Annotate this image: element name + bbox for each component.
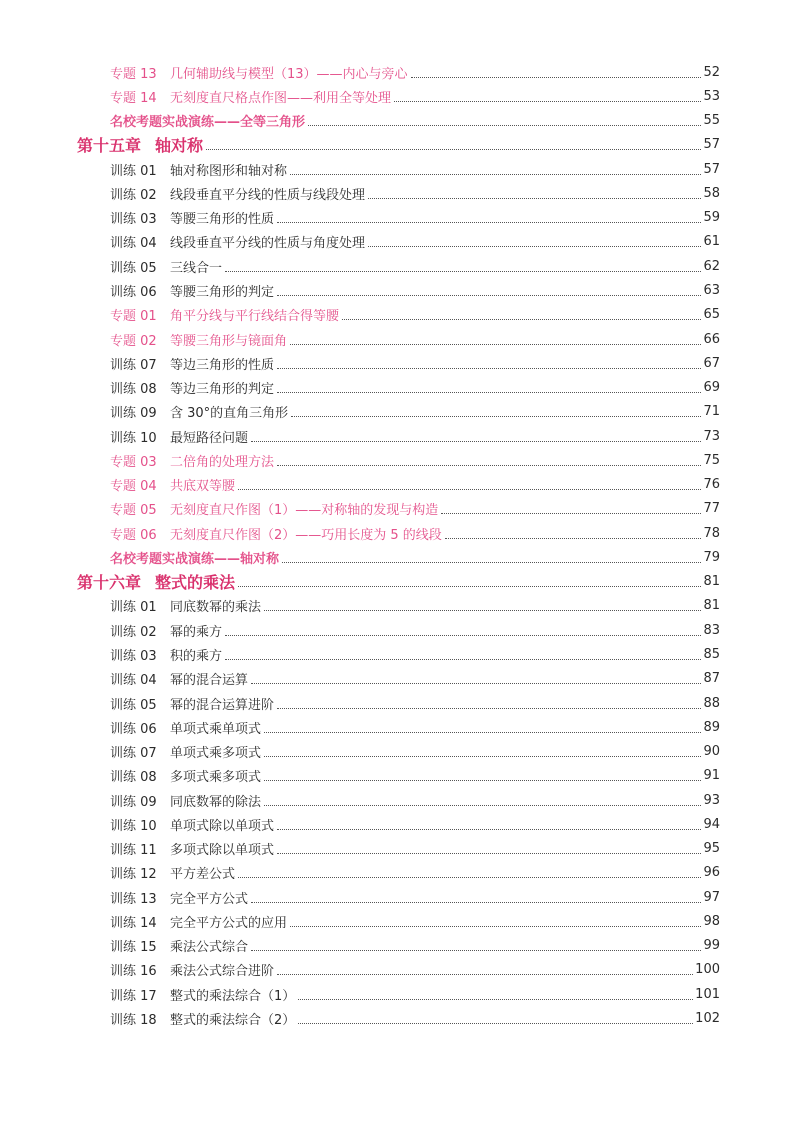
dot-leader xyxy=(238,585,701,587)
chapter-page-number: 81 xyxy=(703,574,720,590)
toc-entry xyxy=(0,521,800,545)
entry-page-number: 76 xyxy=(703,477,720,493)
toc-entry xyxy=(0,934,800,958)
toc-entry xyxy=(0,691,800,715)
entry-title: 完全平方公式的应用 xyxy=(170,915,288,931)
entry-page-number: 63 xyxy=(703,283,720,299)
entry-title: 等边三角形的性质 xyxy=(170,357,275,373)
toc-entry xyxy=(0,642,800,666)
entry-title: 无刻度直尺作图（2）——巧用长度为 5 的线段 xyxy=(170,527,442,543)
dot-leader xyxy=(290,343,701,345)
entry-label: 训练 08 xyxy=(110,770,157,786)
dot-leader xyxy=(411,76,702,78)
toc-entry xyxy=(0,764,800,788)
dot-leader xyxy=(264,609,701,611)
entry-label: 训练 09 xyxy=(110,406,157,422)
chapter-page-number: 57 xyxy=(703,137,720,153)
toc-entry xyxy=(0,715,800,739)
toc-entry xyxy=(0,60,800,84)
dot-leader xyxy=(251,901,701,903)
entry-page-number: 58 xyxy=(703,185,720,201)
entry-label: 训练 09 xyxy=(110,794,157,810)
entry-label: 训练 15 xyxy=(110,940,157,956)
entry-page-number: 67 xyxy=(703,355,720,371)
toc-entry xyxy=(0,84,800,108)
dot-leader xyxy=(264,755,701,757)
entry-page-number: 78 xyxy=(703,525,720,541)
entry-label: 训练 04 xyxy=(110,673,157,689)
entry-page-number: 101 xyxy=(695,986,720,1002)
review-title: 名校考题实战演练——轴对称 xyxy=(110,551,280,567)
dot-leader xyxy=(291,415,701,417)
entry-title: 线段垂直平分线的性质与角度处理 xyxy=(170,236,366,252)
dot-leader xyxy=(277,367,701,369)
dot-leader xyxy=(277,464,701,466)
entry-page-number: 83 xyxy=(703,622,720,638)
toc-entry xyxy=(0,424,800,448)
entry-label: 训练 05 xyxy=(110,697,157,713)
entry-label: 训练 16 xyxy=(110,964,157,980)
dot-leader xyxy=(277,391,701,393)
entry-title: 整式的乘法综合（1） xyxy=(170,988,296,1004)
toc-entry xyxy=(0,278,800,302)
entry-page-number: 89 xyxy=(703,719,720,735)
entry-page-number: 87 xyxy=(703,671,720,687)
dot-leader xyxy=(238,488,701,490)
entry-label: 训练 17 xyxy=(110,988,157,1004)
dot-leader xyxy=(290,925,701,927)
dot-leader xyxy=(225,270,701,272)
dot-leader xyxy=(342,318,701,320)
entry-page-number: 66 xyxy=(703,331,720,347)
toc-entry xyxy=(0,909,800,933)
entry-title: 幂的混合运算进阶 xyxy=(170,697,275,713)
toc-entry xyxy=(0,594,800,618)
entry-label: 训练 18 xyxy=(110,1012,157,1028)
entry-title: 线段垂直平分线的性质与线段处理 xyxy=(170,187,366,203)
entry-title: 幂的乘方 xyxy=(170,624,223,640)
toc-review-entry xyxy=(0,545,800,569)
dot-leader xyxy=(298,1022,693,1024)
entry-title: 完全平方公式 xyxy=(170,891,249,907)
entry-page-number: 91 xyxy=(703,768,720,784)
dot-leader xyxy=(277,973,693,975)
dot-leader xyxy=(368,197,701,199)
entry-title: 二倍角的处理方法 xyxy=(170,454,275,470)
entry-title: 几何辅助线与模型（13）——内心与旁心 xyxy=(170,66,408,82)
entry-label: 训练 12 xyxy=(110,867,157,883)
entry-label: 训练 03 xyxy=(110,212,157,228)
entry-title: 整式的乘法综合（2） xyxy=(170,1012,296,1028)
dot-leader xyxy=(394,100,701,102)
entry-title: 平方差公式 xyxy=(170,867,236,883)
entry-title: 等腰三角形的判定 xyxy=(170,285,275,301)
entry-label: 专题 13 xyxy=(110,66,157,82)
toc-entry xyxy=(0,958,800,982)
toc-entry xyxy=(0,812,800,836)
entry-page-number: 102 xyxy=(695,1010,720,1026)
entry-title: 含 30°的直角三角形 xyxy=(170,406,289,422)
entry-page-number: 85 xyxy=(703,647,720,662)
entry-label: 专题 06 xyxy=(110,527,157,543)
dot-leader xyxy=(282,561,701,563)
entry-page-number: 98 xyxy=(703,913,720,929)
entry-page-number: 57 xyxy=(703,161,720,177)
dot-leader xyxy=(251,682,701,684)
dot-leader xyxy=(264,804,701,806)
entry-title: 多项式除以单项式 xyxy=(170,843,275,859)
entry-title: 等边三角形的判定 xyxy=(170,382,275,398)
entry-label: 专题 05 xyxy=(110,503,157,519)
toc-entry xyxy=(0,861,800,885)
entry-page-number: 99 xyxy=(703,938,720,954)
entry-title: 三线合一 xyxy=(170,260,223,276)
toc-entry xyxy=(0,618,800,642)
entry-label: 训练 01 xyxy=(110,163,157,179)
entry-label: 训练 01 xyxy=(110,600,157,616)
dot-leader xyxy=(225,634,701,636)
dot-leader xyxy=(238,876,701,878)
entry-title: 共底双等腰 xyxy=(170,479,236,495)
toc-entry xyxy=(0,1006,800,1030)
entry-page-number: 88 xyxy=(703,695,720,711)
dot-leader xyxy=(368,245,701,247)
toc-entry xyxy=(0,303,800,327)
entry-label: 训练 07 xyxy=(110,746,157,762)
entry-label: 专题 14 xyxy=(110,90,157,106)
table-of-contents xyxy=(0,60,800,1031)
toc-entry xyxy=(0,739,800,763)
toc-entry xyxy=(0,788,800,812)
entry-title: 同底数幂的乘法 xyxy=(170,600,262,616)
entry-label: 训练 11 xyxy=(110,843,157,859)
entry-page-number: 69 xyxy=(703,380,720,396)
entry-title: 单项式除以单项式 xyxy=(170,818,275,834)
entry-title: 多项式乘多项式 xyxy=(170,770,262,786)
toc-entry xyxy=(0,448,800,472)
entry-page-number: 65 xyxy=(703,307,720,323)
dot-leader xyxy=(441,512,701,514)
dot-leader xyxy=(264,779,701,781)
chapter-title: 轴对称 xyxy=(155,136,204,156)
toc-entry xyxy=(0,327,800,351)
toc-entry xyxy=(0,351,800,375)
entry-page-number: 97 xyxy=(703,889,720,905)
chapter-number: 第十五章 xyxy=(77,136,142,156)
entry-page-number: 75 xyxy=(703,452,720,468)
entry-label: 专题 04 xyxy=(110,479,157,495)
entry-label: 训练 07 xyxy=(110,357,157,373)
entry-title: 单项式乘多项式 xyxy=(170,746,262,762)
toc-entry xyxy=(0,375,800,399)
dot-leader xyxy=(277,828,701,830)
toc-entry xyxy=(0,473,800,497)
dot-leader xyxy=(206,148,701,150)
entry-label: 训练 10 xyxy=(110,430,157,446)
entry-title: 角平分线与平行线结合得等腰 xyxy=(170,309,340,325)
entry-page-number: 61 xyxy=(703,234,720,250)
dot-leader xyxy=(298,998,693,1000)
chapter-heading xyxy=(0,133,800,157)
dot-leader xyxy=(264,731,701,733)
review-title: 名校考题实战演练——全等三角形 xyxy=(110,115,306,131)
toc-entry xyxy=(0,667,800,691)
chapter-number: 第十六章 xyxy=(77,573,142,593)
entry-title: 无刻度直尺格点作图——利用全等处理 xyxy=(170,90,392,106)
entry-title: 乘法公式综合进阶 xyxy=(170,964,275,980)
entry-title: 积的乘方 xyxy=(170,649,223,664)
dot-leader xyxy=(225,658,701,660)
dot-leader xyxy=(251,949,701,951)
toc-review-entry xyxy=(0,109,800,133)
entry-label: 训练 03 xyxy=(110,649,157,664)
toc-entry xyxy=(0,206,800,230)
entry-title: 同底数幂的除法 xyxy=(170,794,262,810)
dot-leader xyxy=(277,707,701,709)
dot-leader xyxy=(277,221,701,223)
entry-label: 专题 01 xyxy=(110,309,157,325)
entry-label: 训练 08 xyxy=(110,382,157,398)
entry-label: 训练 14 xyxy=(110,915,157,931)
entry-page-number: 81 xyxy=(703,598,720,614)
entry-page-number: 100 xyxy=(695,962,720,978)
toc-entry xyxy=(0,157,800,181)
dot-leader xyxy=(308,124,701,126)
toc-entry xyxy=(0,400,800,424)
entry-page-number: 93 xyxy=(703,792,720,808)
dot-leader xyxy=(290,173,701,175)
entry-page-number: 79 xyxy=(703,549,720,565)
toc-entry xyxy=(0,230,800,254)
dot-leader xyxy=(277,294,701,296)
entry-title: 幂的混合运算 xyxy=(170,673,249,689)
entry-label: 训练 05 xyxy=(110,260,157,276)
entry-title: 等腰三角形的性质 xyxy=(170,212,275,228)
entry-page-number: 90 xyxy=(703,744,720,760)
entry-label: 训练 06 xyxy=(110,721,157,737)
entry-label: 训练 10 xyxy=(110,818,157,834)
entry-page-number: 52 xyxy=(703,64,720,80)
toc-entry xyxy=(0,254,800,278)
toc-entry xyxy=(0,837,800,861)
entry-title: 乘法公式综合 xyxy=(170,940,249,956)
chapter-title: 整式的乘法 xyxy=(155,573,236,593)
chapter-heading xyxy=(0,570,800,594)
entry-title: 轴对称图形和轴对称 xyxy=(170,163,288,179)
entry-page-number: 62 xyxy=(703,258,720,274)
entry-label: 训练 06 xyxy=(110,285,157,301)
entry-page-number: 96 xyxy=(703,865,720,881)
entry-page-number: 77 xyxy=(703,501,720,517)
entry-page-number: 94 xyxy=(703,816,720,832)
toc-entry xyxy=(0,982,800,1006)
entry-title: 等腰三角形与镜面角 xyxy=(170,333,288,349)
entry-page-number: 73 xyxy=(703,428,720,444)
entry-label: 专题 03 xyxy=(110,454,157,470)
entry-page-number: 71 xyxy=(703,404,720,420)
toc-entry xyxy=(0,885,800,909)
entry-page-number: 59 xyxy=(703,210,720,226)
entry-label: 专题 02 xyxy=(110,333,157,349)
entry-label: 训练 02 xyxy=(110,187,157,203)
toc-entry xyxy=(0,181,800,205)
dot-leader xyxy=(277,852,701,854)
entry-page-number: 53 xyxy=(703,88,720,104)
dot-leader xyxy=(251,440,701,442)
entry-title: 单项式乘单项式 xyxy=(170,721,262,737)
dot-leader xyxy=(445,537,702,539)
entry-page-number: 95 xyxy=(703,841,720,857)
entry-label: 训练 04 xyxy=(110,236,157,252)
entry-title: 无刻度直尺作图（1）——对称轴的发现与构造 xyxy=(170,503,439,519)
entry-label: 训练 02 xyxy=(110,624,157,640)
toc-entry xyxy=(0,497,800,521)
entry-page-number: 55 xyxy=(703,113,720,129)
entry-label: 训练 13 xyxy=(110,891,157,907)
entry-title: 最短路径问题 xyxy=(170,430,249,446)
